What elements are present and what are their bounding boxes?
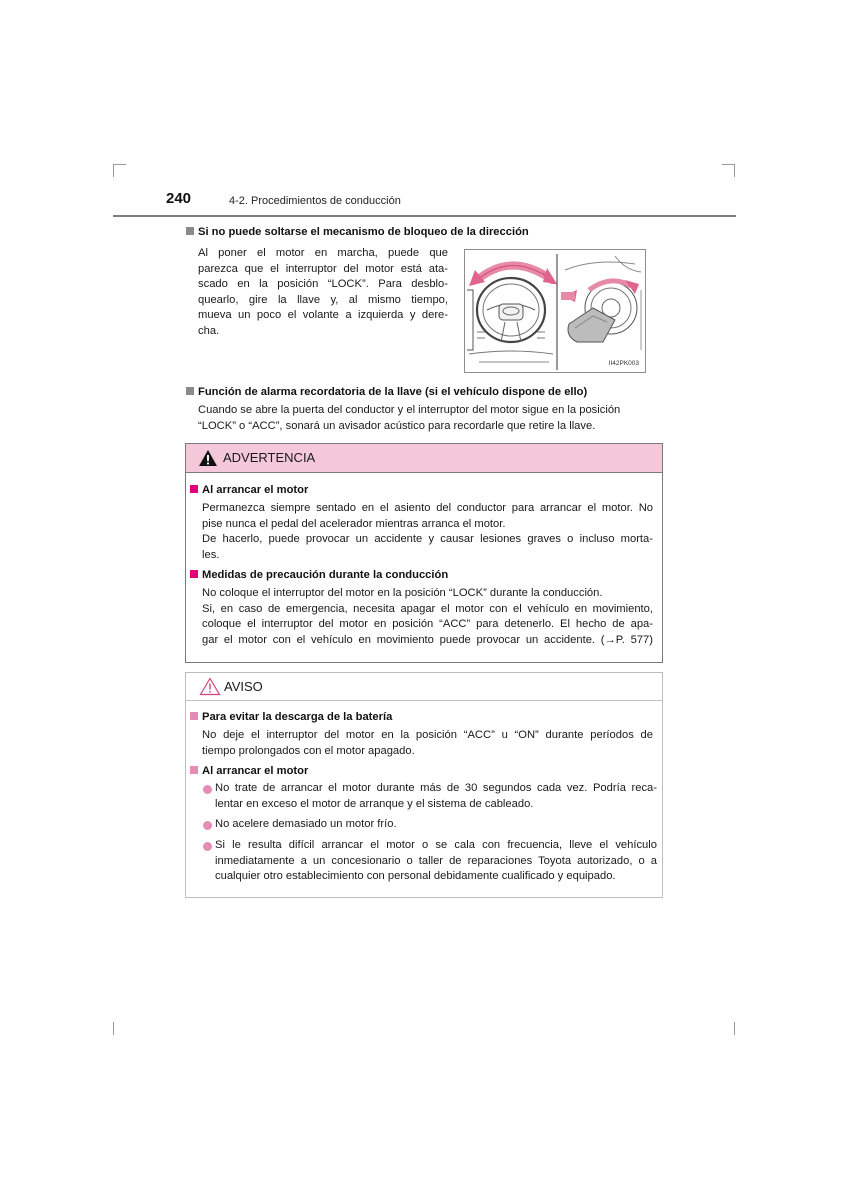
aviso-bullet-text bbox=[215, 817, 657, 833]
text-line: No coloque el interruptor del motor en la posición “LOCK” durante la conducción. bbox=[202, 587, 603, 599]
aviso-item-heading-text: Al arrancar el motor bbox=[202, 765, 309, 777]
figure-code: II42PK003 bbox=[608, 360, 639, 367]
crop-mark-bottom-right bbox=[734, 1022, 735, 1035]
text-line: No deje el interruptor del motor en la posición “ACC” u “ON” durante períodos de bbox=[202, 729, 653, 741]
text-line: mueva un poco el volante a izquierda y dere- bbox=[198, 309, 448, 322]
advertencia-box bbox=[185, 443, 663, 663]
text-line: lentar en exceso el motor de arranque y el sistema de cableado. bbox=[215, 797, 534, 810]
text-line: cualquier otro establecimiento con personal debidamente cualificado y equipado. bbox=[215, 870, 616, 883]
advertencia-item-text bbox=[202, 586, 653, 648]
steering-lock-heading-text: Si no puede soltarse el mecanismo de bloqueo de la dirección bbox=[198, 226, 529, 238]
light-pink-square-bullet bbox=[190, 712, 198, 720]
text-line: No acelere demasiado un motor frío. bbox=[215, 818, 397, 830]
aviso-item-heading bbox=[190, 765, 308, 777]
section-title: 4-2. Procedimientos de conducción bbox=[229, 195, 401, 207]
caution-triangle-icon bbox=[199, 677, 221, 696]
bullet-dot bbox=[203, 842, 212, 851]
steering-lock-text bbox=[198, 246, 448, 340]
crop-mark-top-right-v bbox=[734, 164, 735, 177]
bullet-dot bbox=[203, 821, 212, 830]
page-number: 240 bbox=[166, 190, 192, 207]
steering-wheel-and-key-drawing bbox=[465, 250, 646, 373]
key-reminder-heading-text: Función de alarma recordatoria de la llave (si el vehículo dispone de ello) bbox=[198, 386, 588, 398]
text-line: quearlo, gire la llave y, al mismo tiempo, bbox=[198, 293, 448, 306]
advertencia-header bbox=[186, 444, 662, 473]
crop-mark-top-left-v bbox=[113, 164, 114, 177]
aviso-item-heading-text: Para evitar la descarga de la batería bbox=[202, 711, 393, 723]
bullet-dot bbox=[203, 785, 212, 794]
advertencia-item-text bbox=[202, 501, 653, 563]
pink-square-bullet bbox=[190, 570, 198, 578]
text-line: Si le resulta difícil arrancar el motor o se cala con frecuencia, lleve el vehículo bbox=[215, 839, 657, 851]
aviso-header bbox=[186, 673, 662, 701]
text-line: tiempo prolongados con el motor apagado. bbox=[202, 744, 415, 757]
text-line: pise nunca el pedal del acelerador mientras arranca el motor. bbox=[202, 517, 506, 530]
text-line: gar el motor con el vehículo en movimiento puede provocar un accidente. (→P. 577) bbox=[202, 633, 653, 646]
advertencia-item-heading-text: Medidas de precaución durante la conducción bbox=[202, 569, 449, 581]
pink-square-bullet bbox=[190, 485, 198, 493]
header-rule bbox=[113, 215, 736, 217]
aviso-bullet-text bbox=[215, 838, 657, 885]
gray-square-bullet bbox=[186, 227, 194, 235]
text-line: les. bbox=[202, 548, 220, 561]
advertencia-item-heading-text: Al arrancar el motor bbox=[202, 484, 309, 496]
warning-triangle-icon bbox=[198, 449, 218, 467]
crop-mark-bottom-left bbox=[113, 1022, 114, 1035]
text-line: coloque el interruptor del motor en posición “ACC” para detenerlo. El hecho de apa- bbox=[202, 618, 653, 631]
aviso-title: AVISO bbox=[224, 679, 263, 694]
text-line: cha. bbox=[198, 324, 220, 337]
aviso-bullet-text bbox=[215, 781, 657, 812]
text-line: Al poner el motor en marcha, puede que bbox=[198, 247, 448, 259]
text-line: “LOCK” o “ACC”, sonará un avisador acústico para recordarle que retire la llave. bbox=[198, 419, 596, 432]
text-line: No trate de arrancar el motor durante más de 30 segundos cada vez. Podría reca- bbox=[215, 782, 657, 794]
aviso-item-text bbox=[202, 728, 653, 759]
text-line: scado en la posición “LOCK”. Para desblo- bbox=[198, 278, 448, 291]
steering-key-illustration bbox=[464, 249, 646, 373]
aviso-box bbox=[185, 672, 663, 898]
advertencia-item-heading bbox=[190, 569, 448, 581]
gray-square-bullet bbox=[186, 387, 194, 395]
advertencia-title: ADVERTENCIA bbox=[223, 450, 316, 465]
text-line: Cuando se abre la puerta del conductor y el interruptor del motor sigue en la posición bbox=[198, 404, 621, 416]
text-line: Permanezca siempre sentado en el asiento del conductor para arrancar el motor. No bbox=[202, 502, 653, 514]
steering-lock-heading bbox=[186, 226, 529, 238]
crop-mark-top-left-h bbox=[113, 164, 126, 165]
light-pink-square-bullet bbox=[190, 766, 198, 774]
aviso-item-heading bbox=[190, 711, 392, 723]
advertencia-item-heading bbox=[190, 484, 308, 496]
key-reminder-heading bbox=[186, 386, 587, 398]
text-line: parezca que el interruptor del motor está ata- bbox=[198, 262, 448, 275]
text-line: De hacerlo, puede provocar un accidente y causar lesiones graves o incluso morta- bbox=[202, 533, 653, 546]
text-line: inmediatamente a un concesionario o taller de reparaciones Toyota autorizado, o a bbox=[215, 854, 657, 867]
text-line: Si, en caso de emergencia, necesita apagar el motor con el vehículo en movimiento, bbox=[202, 602, 653, 615]
key-reminder-text bbox=[198, 403, 660, 434]
